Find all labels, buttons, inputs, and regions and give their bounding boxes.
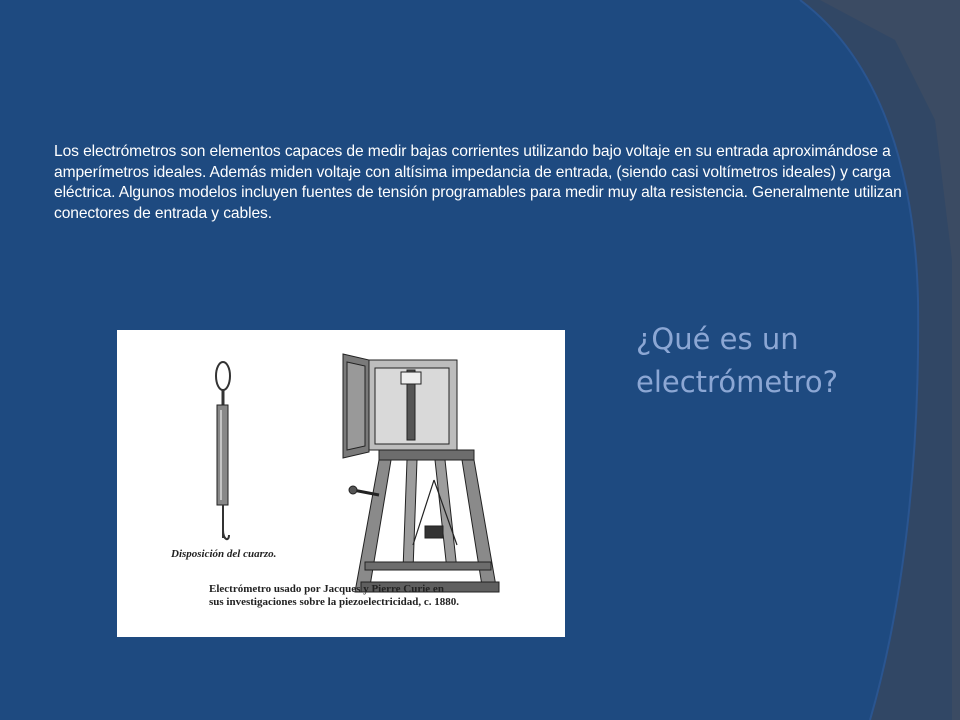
electrometer-figure: [117, 330, 565, 637]
body-paragraph: Los electrómetros son elementos capaces de medir bajas corrientes utilizando bajo voltaje en su entrada aproximándose a amperímetros ideales. Además miden voltaje con altísima impedancia de entrada, (siendo casi voltímetros ideales) y carga eléctrica. Algunos modelos incluyen fuentes de tensión programables para medir muy alta resistencia. Generalmente utilizan conectores de entrada y cables.: [54, 143, 902, 222]
slide-title: ¿Qué es un electrómetro?: [636, 322, 838, 399]
electrometer-caption-line2: sus investigaciones sobre la piezoelectricidad, c. 1880.: [209, 596, 460, 608]
electrometer-caption: [209, 583, 529, 609]
quartz-caption: Disposición del cuarzo.: [171, 548, 277, 560]
electrometer-caption-line1: Electrómetro usado por Jacques y Pierre Curie en: [209, 583, 444, 595]
quartz-disposition-drawing: [216, 362, 230, 539]
